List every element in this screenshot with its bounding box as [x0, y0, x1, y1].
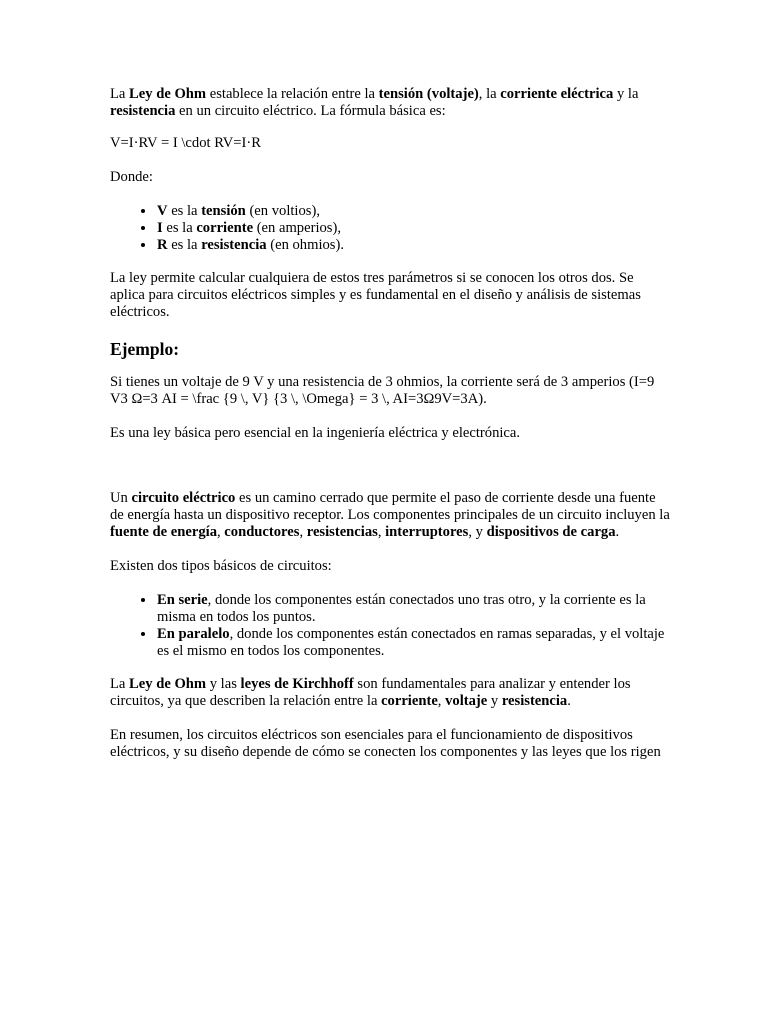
circuit-types-list	[110, 592, 670, 660]
text: y	[487, 693, 502, 709]
text: y las	[206, 676, 241, 692]
text: son fundamentales para analizar y entender los circuitos, ya que describen la relación entre la	[110, 676, 631, 709]
bold-term: Ley de Ohm	[129, 676, 207, 692]
text: ,	[377, 524, 386, 540]
text: es la	[167, 203, 202, 219]
bold-term: voltaje	[445, 693, 488, 709]
bold-term: resistencia	[501, 693, 568, 709]
intro-paragraph	[110, 86, 670, 120]
text: en un circuito eléctrico. La fórmula básica es:	[175, 103, 446, 119]
bold-term: tensión	[201, 203, 246, 219]
document-page	[110, 86, 670, 761]
bold-term: leyes de Kirchhoff	[240, 676, 354, 692]
text: , y	[468, 524, 487, 540]
text: ,	[217, 524, 225, 540]
text: es la	[167, 237, 202, 253]
donde-label: Donde:	[110, 169, 153, 185]
variable-symbol: R	[157, 237, 168, 253]
text: La	[110, 86, 130, 102]
text: Un	[110, 490, 132, 506]
text: ,	[299, 524, 307, 540]
calc-paragraph: La ley permite calcular cualquiera de estos tres parámetros si se conocen los otros dos. Se aplica para circuitos eléctricos simples y es fundamental en el diseño y análisis de sistemas eléctricos.	[110, 270, 641, 320]
variables-list	[110, 203, 670, 254]
list-item	[156, 237, 670, 254]
bold-term: corriente	[381, 693, 438, 709]
text: establece la relación entre la	[206, 86, 379, 102]
bold-term: En serie	[157, 592, 208, 608]
bold-term: En paralelo	[157, 626, 230, 642]
circuit-paragraph	[110, 490, 670, 541]
text: (en voltios),	[245, 203, 320, 219]
text: y la	[613, 86, 639, 102]
example-paragraph: Si tienes un voltaje de 9 V y una resistencia de 3 ohmios, la corriente será de 3 amperios (I=9 V3 Ω=3 AI = \frac {9 \, V} {3 \, \Omega} = 3 \, AI=3Ω9V=3A).	[110, 374, 655, 407]
text: (en ohmios).	[266, 237, 344, 253]
types-intro: Existen dos tipos básicos de circuitos:	[110, 558, 332, 574]
bold-term: resistencias	[306, 524, 378, 540]
text: .	[615, 524, 620, 540]
example-heading: Ejemplo:	[110, 339, 180, 359]
basic-law-paragraph: Es una ley básica pero esencial en la ingeniería eléctrica y electrónica.	[110, 425, 521, 441]
text: (en amperios),	[253, 220, 341, 236]
variable-symbol: V	[157, 203, 168, 219]
list-item	[156, 626, 670, 660]
bold-term: interruptores	[385, 524, 469, 540]
laws-paragraph	[110, 676, 670, 710]
bold-term: corriente eléctrica	[500, 86, 614, 102]
bold-term: Ley de Ohm	[129, 86, 207, 102]
text: es un camino cerrado que permite el paso de corriente desde una fuente de energía hasta un dispositivo receptor. Los componentes principales de un circuito incluyen la	[110, 490, 670, 523]
list-item	[156, 592, 670, 626]
variable-symbol: I	[157, 220, 163, 236]
bold-term: resistencia	[201, 237, 267, 253]
text: , la	[478, 86, 501, 102]
text: , donde los componentes están conectados uno tras otro, y la corriente es la misma en todos los puntos.	[157, 592, 646, 625]
list-item	[156, 220, 670, 237]
text: , donde los componentes están conectados en ramas separadas, y el voltaje es el mismo en todos los componentes.	[157, 626, 665, 659]
formula-line: V=I·RV = I \cdot RV=I·R	[110, 135, 261, 151]
list-item	[156, 203, 670, 220]
bold-term: fuente de energía	[110, 524, 217, 540]
bold-term: corriente	[196, 220, 254, 236]
summary-paragraph: En resumen, los circuitos eléctricos son esenciales para el funcionamiento de dispositivos eléctricos, y su diseño depende de cómo se conecten los componentes y las leyes que los rigen	[110, 727, 661, 760]
text: es la	[162, 220, 197, 236]
text: .	[567, 693, 571, 709]
bold-term: resistencia	[110, 103, 176, 119]
text: La	[110, 676, 130, 692]
bold-term: dispositivos de carga	[486, 524, 616, 540]
bold-term: tensión (voltaje)	[378, 86, 479, 102]
bold-term: conductores	[224, 524, 300, 540]
text: ,	[437, 693, 446, 709]
bold-term: circuito eléctrico	[131, 490, 236, 506]
